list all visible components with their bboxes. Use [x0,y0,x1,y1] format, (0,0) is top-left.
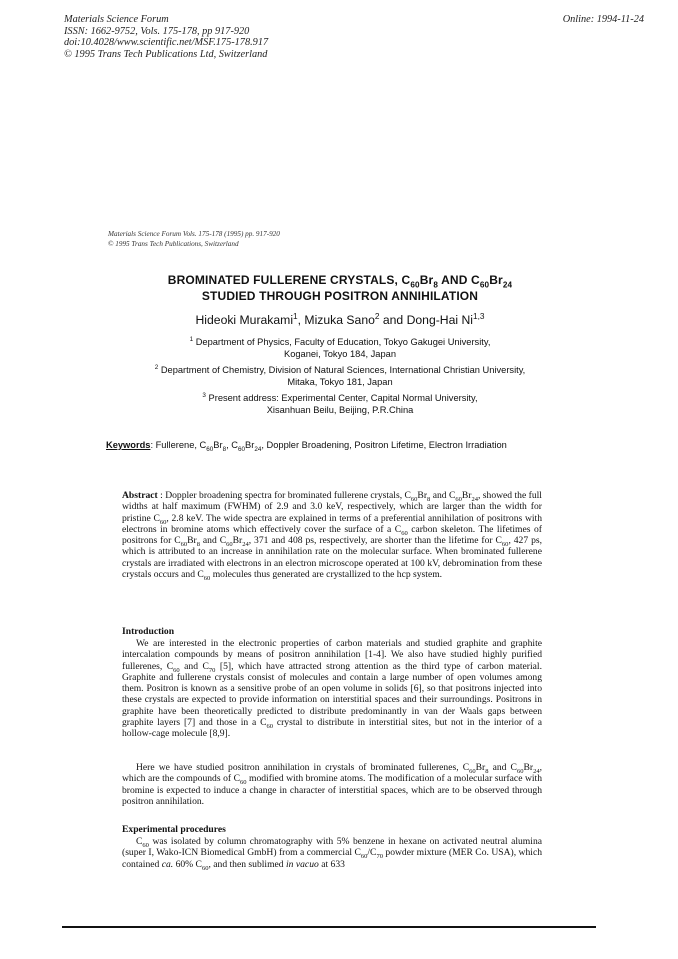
author-1-affiliation: 1 [293,310,298,321]
doi-line[interactable]: doi:10.4028/www.scientific.net/MSF.175-178.917 [64,37,269,49]
introduction-paragraph-2: Here we have studied positron annihilation in crystals of brominated fullerenes, $C_{60}Br_8$ and $C_{60}Br_{24}$, which are the compounds of $C_{60}$ modified with bromine atoms. The modification of a molecular surface with bromine is expected to induce a change in character of interstitial spaces, which are to be observed through positron annihilation. [122,762,542,807]
source-line-2: © 1995 Trans Tech Publications, Switzerland [108,240,239,248]
title-line-2: STUDIED THROUGH POSITRON ANNIHILATION [201,288,479,303]
journal-name: Materials Science Forum [64,14,169,25]
abstract-label: Abstract [122,490,158,501]
experimental-heading: Experimental procedures [122,824,226,835]
page-bottom-rule [62,926,596,928]
keywords: Keywords: Fullerene, $C_{60}Br_8$, $C_{60}Br_{24}$, Doppler Broadening, Positron Lifetime, Electron Irradiation [106,440,507,453]
source-reference [108,229,280,249]
affiliation-3: $^3$ Present address: Experimental Center, Capital Normal University, Xisanhuan Beilu, Beijing, P.R.China [202,391,478,415]
affiliation-2: $^2$ Department of Chemistry, Division of Natural Sciences, International Christian University, Mitaka, Tokyo 181, Japan [154,363,526,387]
author-3-affiliation: 1,3 [472,310,485,321]
author-2: Mizuka Sano [304,313,375,327]
source-line-1: Materials Science Forum Vols. 175-178 (1995) pp. 917-920 [108,230,280,238]
keywords-label: Keywords [106,440,151,450]
author-3: Dong-Hai Ni [406,313,473,327]
title-line-1: BROMINATED FULLERENE CRYSTALS, $C_{60}Br_8$ AND $C_{60}Br_{24}$ [167,273,513,290]
introduction-paragraph-1: We are interested in the electronic properties of carbon materials and studied graphite and graphite intercalation compounds by means of positron annihilation [1-4]. We also have studied highly purified fullerenes, $C_{60}$ and $C_{70}$ [5], which have attracted strong attention as the third type of carbon material. Graphite and fullerene crystals consist of molecules and contain a large number of open volumes among them. Positron is known as a sensitive probe of an open volume in solids [6], so that positrons injected into these crystals are expected to provide information on interstitial spaces and their surroundings. Positrons in graphite have been theoretically predicted to distribute predominantly in van der Waals gaps between graphite layers [7] and those in a $C_{60}$ crystal to distribute in interstitial sites, but not in the interior of a hollow-cage molecule [8,9]. [122,638,542,740]
paper-title [80,273,600,304]
author-1: Hideoki Murakami [195,313,294,327]
author-list: Hideoki Murakami$^1$, Mizuka Sano$^2$ and Dong-Hai Ni$^{1,3}$ [195,310,485,327]
copyright-line: © 1995 Trans Tech Publications Ltd, Switzerland [64,48,268,60]
issn-line: ISSN: 1662-9752, Vols. 175-178, pp 917-920 [64,25,250,37]
publication-header [64,14,268,60]
affiliation-1: $^1$ Department of Physics, Faculty of Education, Tokyo Gakugei University, Koganei, Tokyo 184, Japan [189,335,491,359]
online-date: Online: 1994-11-24 [562,14,644,25]
author-2-affiliation: 2 [374,310,380,321]
experimental-paragraph-1: $C_{60}$ was isolated by column chromatography with 5% benzene in hexane on activated neutral alumina (super I, Wako-ICN Biomedical GmbH) from a commercial $C_{60}/C_{70}$ powder mixture (MER Co. USA), which contained ca. 60% $C_{60}$, and then sublimed in vacuo at 633 [122,836,543,872]
introduction-heading: Introduction [122,626,175,637]
abstract: Abstract : Doppler broadening spectra for brominated fullerene crystals, $C_{60}Br_8$ and $C_{60}Br_{24}$, showed the full widths at half maximum (FWHM) of 2.9 and 3.0 keV, respectively, which are larger than the width for pristine $C_{60}$, 2.8 keV. The wide spectra are explained in terms of a preferential annihilation of positrons with electrons in bromine atoms which effectively cover the surface of a $C_{60}$ carbon skeleton. The lifetimes of positrons for $C_{60}Br_8$ and $C_{60}Br_{24}$, 371 and 408 ps, respectively, are shorter than the lifetime for $C_{60}$, 427 ps, which is attributed to an increase in annihilation rate on the molecular surface. When brominated fullerene crystals are irradiated with electrons in an electron microscope operated at 100 kV, debromination from these crystals occurs and $C_{60}$ molecules thus generated are crystallized to the hcp system. [122,490,543,582]
